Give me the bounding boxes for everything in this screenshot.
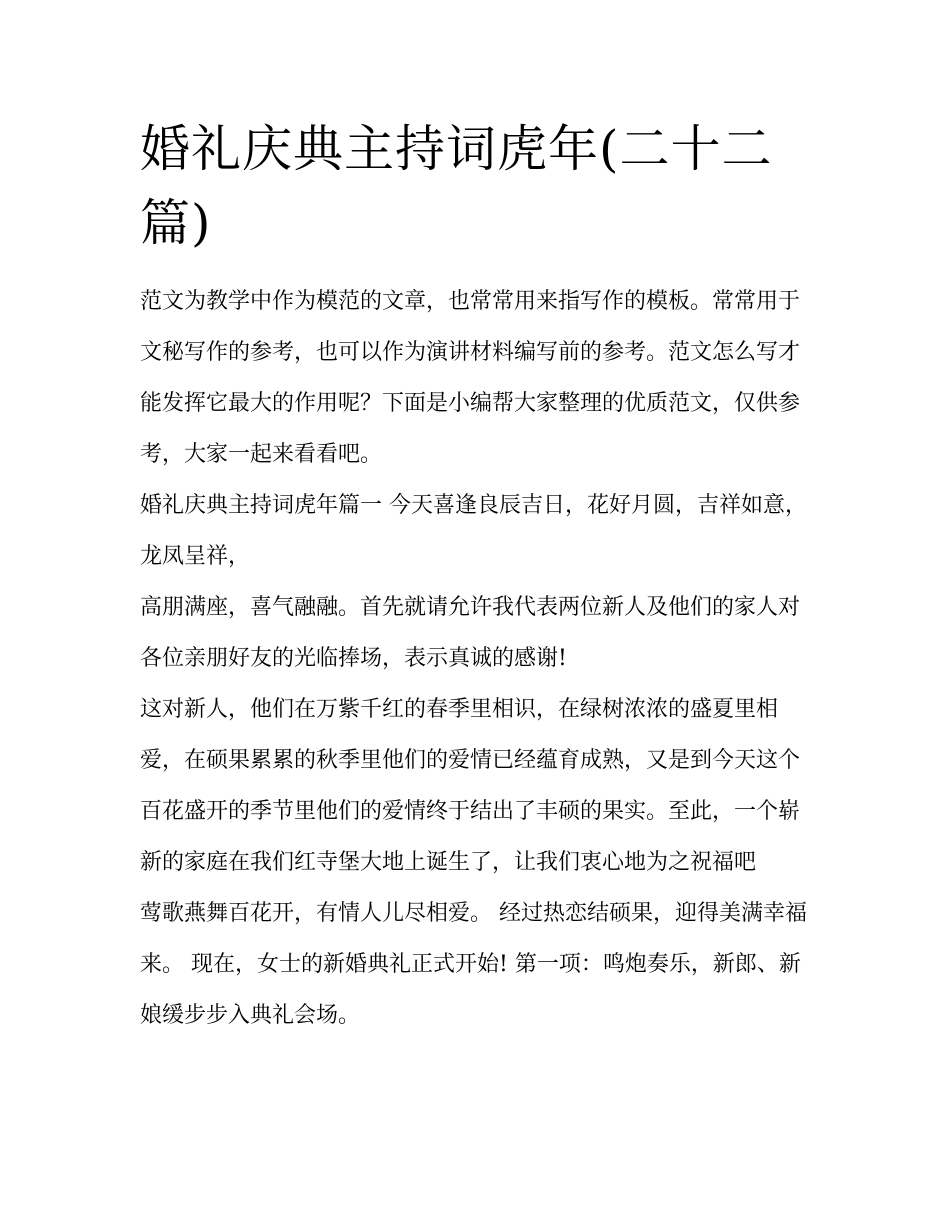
paragraph-4: 莺歌燕舞百花开，有情人儿尽相爱。 经过热恋结硕果，迎得美满幸福来。 现在，女士的新婚典礼正式开始! 第一项：鸣炮奏乐，新郎、新娘缓步步入典礼会场。 <box>140 901 807 1028</box>
paragraph-2: 高朋满座，喜气融融。首先就请允许我代表两位新人及他们的家人对各位亲朋好友的光临捧场，表示真诚的感谢! <box>140 595 801 671</box>
paragraph-3: 这对新人，他们在万紫千红的春季里相识，在绿树浓浓的盛夏里相爱，在硕果累累的秋季里他们的爱情已经蕴育成熟，又是到今天这个百花盛开的季节里他们的爱情终于结出了丰硕的果实。至此，一个崭新的家庭在我们红寺堡大地上诞生了，让我们衷心地为之祝福吧 <box>140 697 801 875</box>
intro-paragraph: 范文为教学中作为模范的文章，也常常用来指写作的模板。常常用于文秘写作的参考，也可以作为演讲材料编写前的参考。范文怎么写才能发挥它最大的作用呢？下面是小编帮大家整理的优质范文，仅供参考，大家一起来看看吧。 <box>140 289 801 467</box>
document-title: 婚礼庆典主持词虎年(二十二篇) <box>140 120 773 252</box>
paragraph-1: 婚礼庆典主持词虎年篇一 今天喜逢良辰吉日，花好月圆，吉祥如意，龙凤呈祥， <box>140 493 807 569</box>
document-body <box>140 276 820 1041</box>
